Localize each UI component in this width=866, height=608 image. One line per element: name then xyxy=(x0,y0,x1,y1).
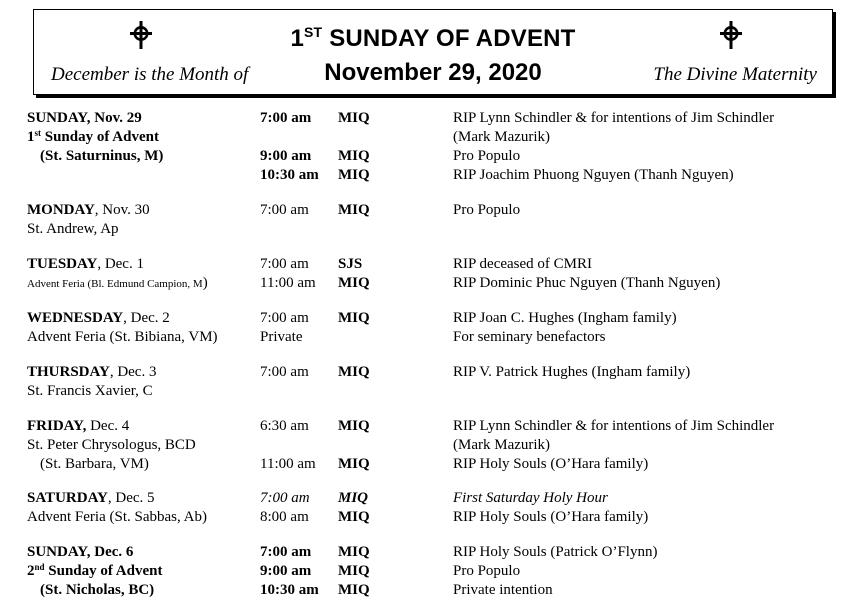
mass-intention: RIP Dominic Phuc Nguyen (Thanh Nguyen) xyxy=(453,275,721,291)
mass-location: MIQ xyxy=(338,563,370,579)
mass-intention: RIP Holy Souls (Patrick O’Flynn) xyxy=(453,544,658,560)
mass-intention: Private intention xyxy=(453,582,553,598)
page-title: 1ST SUNDAY OF ADVENT xyxy=(290,24,576,52)
mass-intention: Pro Populo xyxy=(453,202,521,218)
mass-intention: RIP Holy Souls (O’Hara family) xyxy=(453,509,649,525)
day-name: SUNDAY, Nov. 29 xyxy=(27,110,142,126)
mass-location: MIQ xyxy=(338,148,370,164)
bulletin-date: November 29, 2020 xyxy=(324,59,542,86)
day-feast: 2nd Sunday of Advent xyxy=(27,562,163,579)
mass-location: MIQ xyxy=(338,167,370,183)
mass-location: MIQ xyxy=(338,418,370,434)
day-feast: St. Peter Chrysologus, BCD xyxy=(27,437,196,453)
mass-time: Private xyxy=(260,329,303,345)
day-name: SATURDAY, Dec. 5 xyxy=(27,490,155,506)
mass-intention: First Saturday Holy Hour xyxy=(453,490,608,506)
mass-intention: (Mark Mazurik) xyxy=(453,129,551,145)
mass-location: MIQ xyxy=(338,310,370,326)
day-feast: St. Andrew, Ap xyxy=(27,221,119,237)
mass-location: MIQ xyxy=(338,582,370,598)
mass-time: 11:00 am xyxy=(260,456,316,472)
mass-intention: Pro Populo xyxy=(453,563,521,579)
month-dedication-value: The Divine Maternity xyxy=(653,64,817,85)
day-name: WEDNESDAY, Dec. 2 xyxy=(27,310,170,326)
mass-time: 10:30 am xyxy=(260,167,319,183)
day-feast-secondary: (St. Barbara, VM) xyxy=(40,456,149,472)
day-name: TUESDAY, Dec. 1 xyxy=(27,256,144,272)
day-feast: Advent Feria (Bl. Edmund Campion, M) xyxy=(27,275,208,291)
mass-intention: RIP V. Patrick Hughes (Ingham family) xyxy=(453,364,691,380)
mass-intention: RIP Joachim Phuong Nguyen (Thanh Nguyen) xyxy=(453,167,734,183)
mass-intention: (Mark Mazurik) xyxy=(453,437,551,453)
mass-location: MIQ xyxy=(338,364,370,380)
day-feast-secondary: (St. Saturninus, M) xyxy=(40,148,164,164)
mass-location: MIQ xyxy=(338,202,370,218)
mass-intention: RIP Joan C. Hughes (Ingham family) xyxy=(453,310,677,326)
mass-location: MIQ xyxy=(338,110,370,126)
day-feast-secondary: (St. Nicholas, BC) xyxy=(40,582,155,598)
mass-location: MIQ xyxy=(338,490,369,506)
mass-time: 9:00 am xyxy=(260,148,312,164)
mass-intention: RIP Lynn Schindler & for intentions of Jim Schindler xyxy=(453,110,775,126)
mass-time: 9:00 am xyxy=(260,563,312,579)
mass-intention: RIP Holy Souls (O’Hara family) xyxy=(453,456,649,472)
mass-location: MIQ xyxy=(338,544,370,560)
mass-time: 10:30 am xyxy=(260,582,319,598)
day-feast: Advent Feria (St. Bibiana, VM) xyxy=(27,329,218,345)
mass-time: 8:00 am xyxy=(260,509,309,525)
mass-location: SJS xyxy=(338,256,363,272)
day-name: SUNDAY, Dec. 6 xyxy=(27,544,134,560)
day-name: FRIDAY, Dec. 4 xyxy=(27,418,130,434)
mass-intention: RIP deceased of CMRI xyxy=(453,256,592,272)
month-dedication-label: December is the Month of xyxy=(51,64,249,85)
day-feast: St. Francis Xavier, C xyxy=(27,383,153,399)
mass-intention: Pro Populo xyxy=(453,148,521,164)
mass-location: MIQ xyxy=(338,509,370,525)
bulletin-header xyxy=(33,9,833,95)
mass-time: 7:00 am xyxy=(260,202,309,218)
day-feast: 1st Sunday of Advent xyxy=(27,128,159,145)
mass-time: 7:00 am xyxy=(260,490,310,506)
mass-time: 6:30 am xyxy=(260,418,309,434)
mass-intention: For seminary benefactors xyxy=(453,329,606,345)
mass-time: 7:00 am xyxy=(260,256,309,272)
mass-time: 7:00 am xyxy=(260,110,312,126)
mass-time: 11:00 am xyxy=(260,275,316,291)
day-feast: Advent Feria (St. Sabbas, Ab) xyxy=(27,509,207,525)
mass-location: MIQ xyxy=(338,456,370,472)
mass-time: 7:00 am xyxy=(260,544,312,560)
day-name: THURSDAY, Dec. 3 xyxy=(27,364,157,380)
mass-time: 7:00 am xyxy=(260,310,309,326)
mass-time: 7:00 am xyxy=(260,364,309,380)
day-name: MONDAY, Nov. 30 xyxy=(27,202,150,218)
mass-intention: RIP Lynn Schindler & for intentions of Jim Schindler xyxy=(453,418,775,434)
mass-location: MIQ xyxy=(338,275,370,291)
